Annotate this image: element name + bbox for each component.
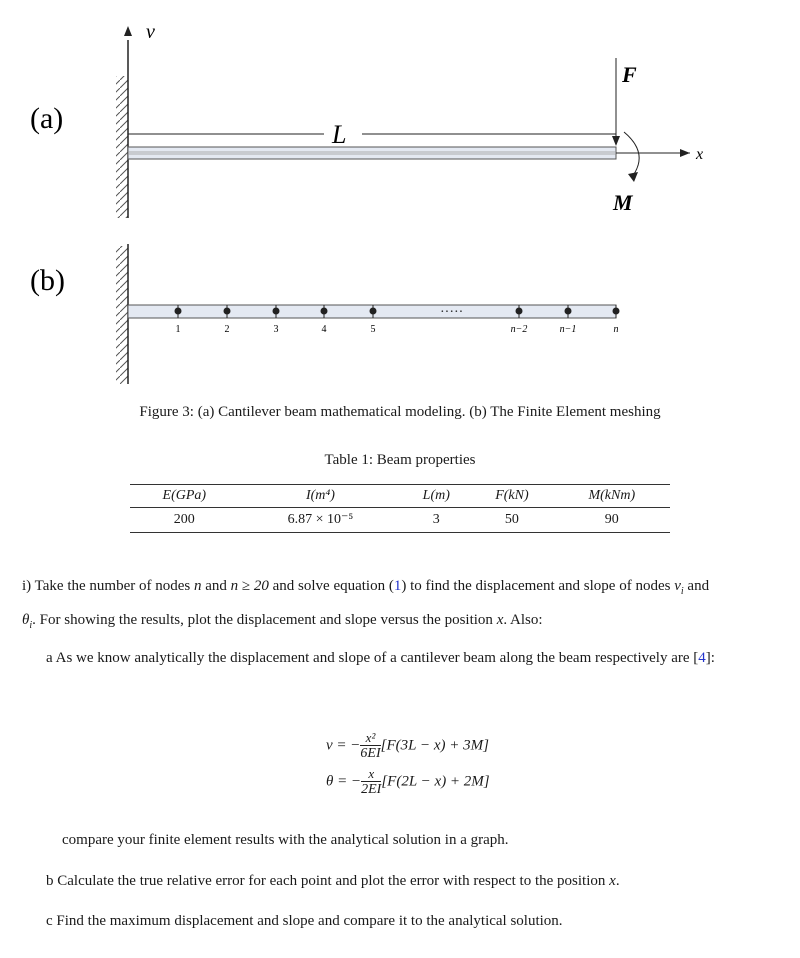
node-label-2: 2: [224, 324, 230, 335]
node-label-n: n: [613, 324, 619, 335]
force-arrow: [612, 136, 620, 146]
x-axis-label: x: [696, 146, 704, 163]
node-label-n-2: n−2: [510, 324, 528, 335]
node-label-n-1: n−1: [559, 324, 577, 335]
table-cell: 90: [554, 508, 670, 533]
question-i: [22, 572, 792, 640]
beam-figure: [0, 0, 800, 400]
question-i-line1: i) Take the number of nodes n and n ≥ 20 and solve equation (1) to find the displacement and slope of nodes $v_i$ and: [22, 578, 710, 597]
wall-hatch-b: [116, 246, 128, 384]
wall-hatch-a: [116, 76, 128, 218]
item-marker-a: a: [46, 650, 53, 666]
question-b: b Calculate the true relative error for each point and plot the error with respect to the position x.: [46, 873, 620, 889]
table-cell: 6.87 × 10⁻⁵: [239, 508, 403, 533]
mesh-ellipsis: ·····: [440, 305, 464, 320]
table-header: L(m): [402, 485, 470, 508]
table-cell: 50: [470, 508, 553, 533]
node-label-3: 3: [273, 324, 279, 335]
table-header: E(GPa): [130, 485, 239, 508]
length-label: L: [332, 120, 347, 149]
item-marker-b: b: [46, 873, 54, 889]
panel-b-label: (b): [30, 264, 65, 297]
node-label-5: 5: [370, 324, 376, 335]
item-marker-c: c: [46, 913, 53, 929]
table-header: I(m⁴): [239, 485, 403, 508]
table-cell: 200: [130, 508, 239, 533]
force-label: F: [622, 62, 637, 87]
citation-ref-link[interactable]: 4: [698, 650, 706, 666]
question-c: c Find the maximum displacement and slope and compare it to the analytical solution.: [46, 913, 563, 929]
beam-properties-table: [130, 484, 670, 533]
table-cell: 3: [402, 508, 470, 533]
table-header-row: [130, 485, 670, 508]
node-label-1: 1: [175, 324, 181, 335]
equation-displacement: v = − $\frac{\text{x²}}{6EI}$ [F(3L − x) + 3M]: [326, 730, 489, 761]
equation-slope: θ = − $\frac{x}{2EI}$ [F(2L − x) + 2M]: [326, 766, 490, 797]
table-header: F(kN): [470, 485, 553, 508]
v-axis-arrow: [124, 26, 132, 36]
table-row: [130, 508, 670, 533]
x-axis-arrow: [680, 149, 690, 157]
question-i-line2: $\theta_i$. For showing the results, plot the displacement and slope versus the position x. Also:: [22, 612, 543, 631]
moment-arrow: [628, 172, 638, 182]
figure-caption: Figure 3: (a) Cantilever beam mathematical modeling. (b) The Finite Element meshing: [139, 404, 661, 420]
panel-a-label: (a): [30, 102, 64, 135]
node-label-4: 4: [321, 324, 327, 335]
compare-text: compare your finite element results with the analytical solution in a graph.: [62, 832, 509, 848]
moment-label: M: [613, 190, 633, 215]
equation-ref-link[interactable]: 1: [393, 578, 402, 594]
table-caption: Table 1: Beam properties: [324, 452, 476, 468]
beam-a: [128, 147, 616, 159]
v-axis-label: v: [146, 21, 155, 43]
question-a: a As we know analytically the displacement and slope of a cantilever beam along the beam respectively are [4]:: [46, 650, 715, 666]
table-header: M(kNm): [554, 485, 670, 508]
